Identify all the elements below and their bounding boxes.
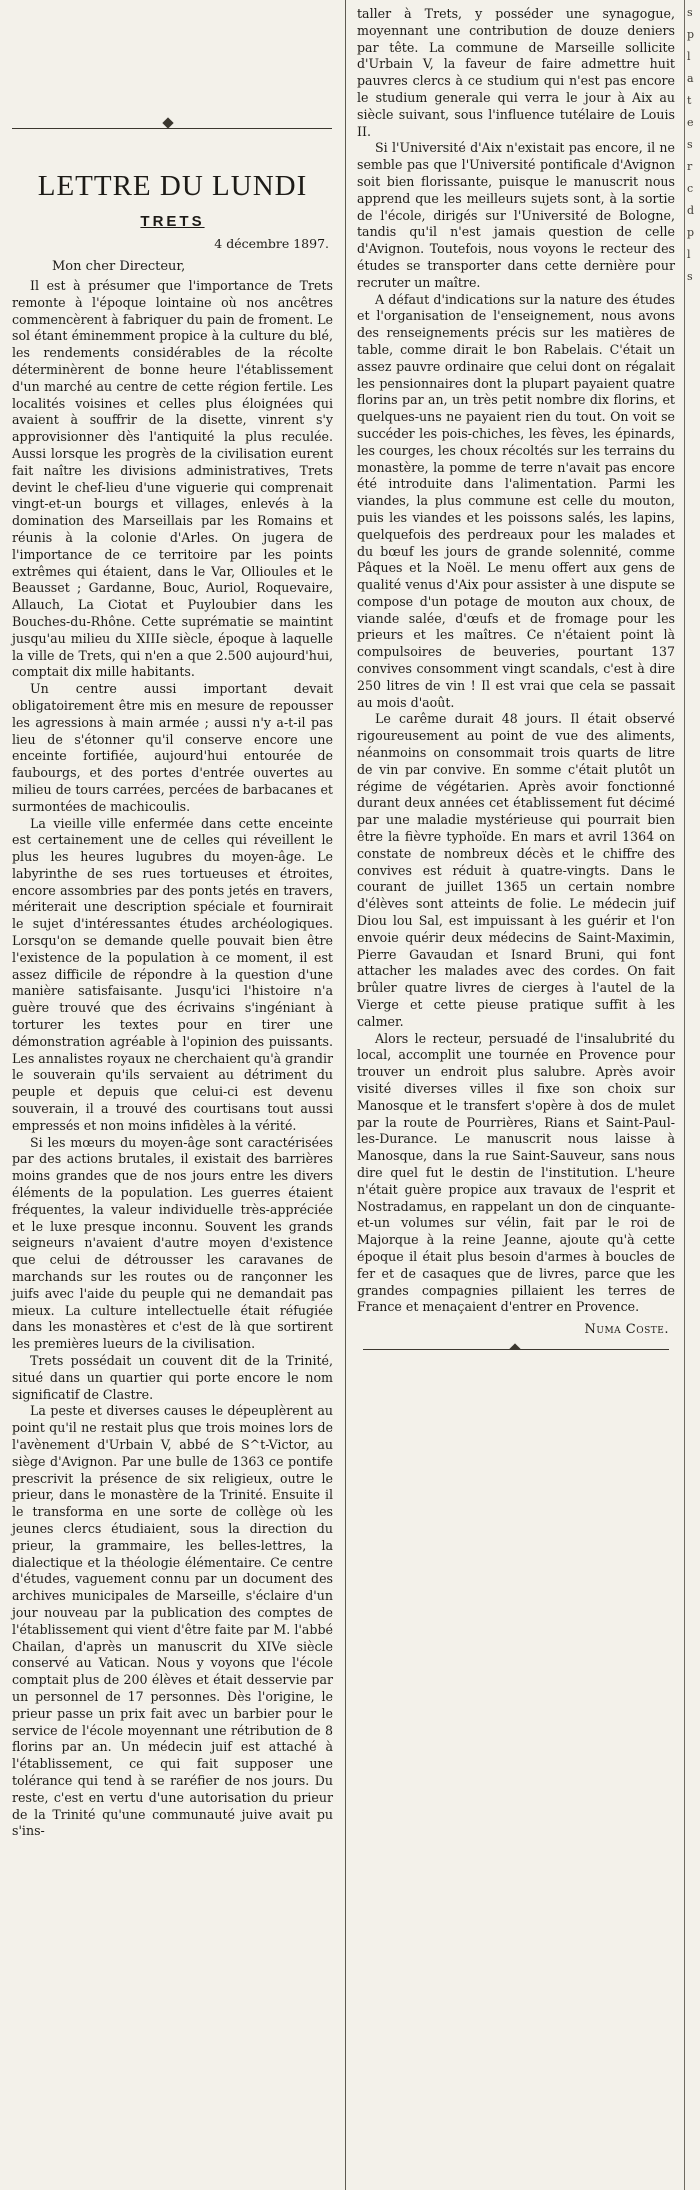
end-rule bbox=[363, 1349, 669, 1350]
paragraph: Il est à présumer que l'importance de Trets remonte à l'époque lointaine où nos ancêtres commencèrent à fabriquer du pain de froment. Le sol étant éminemment propice à la culture du blé, les rendements considérables de la récolte déterminèrent de bonne heure l'établissement d'un marché au centre de cette région fertile. Les localités voisines et celles plus éloignées qui avaient à souffrir de la disette, vinrent s'y approvisionner dès l'antiquité la plus reculée. Aussi lorsque les progrès de la civilisation eurent fait naître les divisions administratives, Trets devint le chef-lieu d'une viguerie qui comprenait vingt-et-un bourgs et villages, enlevés à la domination des Marseillais par les Romains et réunis à la colonie d'Arles. On jugera de l'importance de ce territoire par les points extrêmes qui étaient, dans le Var, Ollioules et le Beausset ; Gardanne, Bouc, Auriol, Roquevaire, Allauch, La Ciotat et Puyloubier dans les Bouches-du-Rhône. Cette suprématie se maintint jusqu'au milieu du XIIIe siècle, époque à laquelle la ville de Trets, qui n'en a que 2.500 aujourd'hui, comptait dix mille habitants. bbox=[12, 278, 333, 680]
edge-fragment: l bbox=[687, 248, 691, 261]
article-subhead: TRETS bbox=[140, 213, 205, 230]
edge-fragment: s bbox=[687, 6, 693, 19]
paragraph: Si l'Université d'Aix n'existait pas encore, il ne semble pas que l'Université pontificale d'Avignon soit bien florissante, puisque le manuscrit nous apprend que les meilleurs sujets sont, à la sortie de l'école, dirigés sur l'Université de Bologne, tandis qu'il n'est jamais question de celle d'Avignon. Toutefois, nous voyons le recteur des études se transporter dans cette dernière pour recruter un maître. bbox=[357, 140, 675, 290]
paragraph: La peste et diverses causes le dépeuplèrent au point qu'il ne restait plus que trois moines lors de l'avènement d'Urbain V, abbé de S^t-Victor, au siège d'Avignon. Par une bulle de 1363 ce pontife prescrivit la présence de six religieux, outre le prieur, dans le monastère de la Trinité. Ensuite il le transforma en une sorte de collège où les jeunes clercs étudiaient, sous la direction du prieur, la grammaire, les belles-lettres, la dialectique et la théologie élémentaire. Ce centre d'études, vaguement connu par un document des archives municipales de Marseille, s'éclaire d'un jour nouveau par la publication des comptes de l'établissement qui vient d'être faite par M. l'abbé Chailan, d'après un manuscrit du XIVe siècle conservé au Vatican. Nous y voyons que l'école comptait plus de 200 élèves et était desservie par un personnel de 17 personnes. Dès l'origine, le prieur passe un prix fait avec un barbier pour le service de l'école moyennant une rétribution de 8 florins par an. Un médecin juif est attaché à l'établissement, ce qui fait supposer une tolérance qui tend à se raréfier de nos jours. Du reste, c'est en vertu d'une autorisation du prieur de la Trinité qu'une communauté juive avait pu s'ins- bbox=[12, 1403, 333, 1839]
paragraph: Alors le recteur, persuadé de l'insalubrité du local, accomplit une tournée en Provence pour trouver un endroit plus salubre. Après avoir visité diverses villes il fixe son choix sur Manosque et le transfert s'opère à dos de mulet par la route de Pourrières, Rians et Saint-Paul-les-Durance. Le manuscrit nous laisse à Manosque, dans la rue Saint-Sauveur, sans nous dire quel fut le destin de l'institution. L'heure n'était guère propice aux travaux de l'esprit et Nostradamus, en rappelant un don de cinquante-et-un volumes sur vélin, fait par le roi de Majorque à la reine Jeanne, ajoute qu'à cette époque il était plus besoin d'armes à boucles de fer et de casaques que de livres, parce que les grandes compagnies pillaient les terres de France et menaçaient d'entrer en Provence. bbox=[357, 1030, 675, 1315]
paragraph: Le carême durait 48 jours. Il était observé rigoureusement au point de vue des aliments, néanmoins on consommait trois quarts de litre de vin par convive. En somme c'était plutôt un régime de végétarien. Après avoir fonctionné durant deux années cet établissement fut décimé par une maladie mystérieuse qui pourrait bien être la fièvre typhoïde. En mars et avril 1364 on constate de nombreux décès et le chiffre des convives est réduit à quatre-vingts. Dans le courant de juillet 1365 un certain nombre d'élèves sont atteints de folie. Le médecin juif Diou lou Sal, est impuissant à les guérir et l'on envoie quérir deux médecins de Saint-Maximin, Pierre Gavaudan et Isnard Bruni, qui font attacher les malades avec des cordes. On fait brûler quatre livres de cierges à l'autel de la Vierge et cette pieuse pratique suffit à les calmer. bbox=[357, 711, 675, 1029]
edge-fragment: c bbox=[687, 182, 694, 195]
edge-fragment: s bbox=[687, 138, 693, 151]
edge-fragment: s bbox=[687, 270, 693, 283]
column-divider bbox=[345, 0, 346, 2190]
edge-fragment: e bbox=[687, 116, 694, 129]
left-column bbox=[0, 0, 343, 1840]
paragraph-continuation: taller à Trets, y posséder une synagogue, moyennant une contribution de douze deniers par tête. La commune de Marseille sollicite d'Urbain V, la faveur de faire admettre huit pauvres clercs à ce studium qui n'est pas encore le studium generale qui verra le jour à Aix au siècle suivant, sous l'influence tutélaire de Louis II. bbox=[357, 6, 675, 139]
paragraph: Trets possédait un couvent dit de la Trinité, situé dans un quartier qui porte encore le nom significatif de Clastre. bbox=[12, 1353, 333, 1402]
edge-fragment: d bbox=[687, 204, 695, 217]
header-rule bbox=[12, 128, 332, 129]
edge-fragment: r bbox=[687, 160, 693, 173]
end-ornament bbox=[509, 1343, 520, 1350]
salutation: Mon cher Directeur, bbox=[52, 259, 186, 274]
edge-fragment: t bbox=[687, 94, 692, 107]
edge-fragment: l bbox=[687, 50, 691, 63]
paragraph: Un centre aussi important devait obligatoirement être mis en mesure de repousser les agressions à main armée ; aussi n'y a-t-il pas lieu de s'étonner qu'il conserve encore une enceinte fortifiée, aujourd'hui entourée de faubourgs, et des portes d'entrée ouvertes au milieu de tours carrées, percées de barbacanes et surmontées de machicoulis. bbox=[12, 681, 333, 814]
article-headline: LETTRE DU LUNDI bbox=[37, 170, 308, 202]
paragraph: Si les mœurs du moyen-âge sont caractérisées par des actions brutales, il existait des barrières moins grandes que de nos jours entre les divers éléments de la population. Les guerres étaient fréquentes, la valeur individuelle très-appréciée et le luxe presque inconnu. Souvent les grands seigneurs n'avaient d'autre moyen d'existence que celui de détrousser les caravanes de marchands sur les routes ou de rançonner les juifs avec l'aide du peuple qui ne demandait pas mieux. La culture intellectuelle était réfugiée dans les monastères et c'est de là que sortirent les premières lueurs de la civilisation. bbox=[12, 1134, 333, 1352]
edge-fragment: p bbox=[687, 28, 695, 41]
edge-fragment: p bbox=[687, 226, 695, 239]
paragraph: A défaut d'indications sur la nature des études et l'organisation de l'enseignement, nous avons des renseignements précis sur les matières de table, comme dirait le bon Rabelais. C'était un assez pauvre ordinaire que celui dont on régalait les pensionnaires dont la plupart payaient quatre florins par an, un très petit nombre dix florins, et quelques-uns ne payaient rien du tout. On voit se succéder les pois-chiches, les fèves, les épinards, les courges, les choux récoltés sur les terrains du monastère, la pomme de terre n'avait pas encore été introduite dans l'alimentation. Parmi les viandes, la plus commune est celle du mouton, puis les viandes et les poissons salés, les lapins, quelquefois des perdreaux pour les malades et du bœuf les jours de grande solennité, comme Pâques et la Noël. Le menu offert aux gens de qualité venus d'Aix pour assister à une dispute se compose d'un potage de mouton aux choux, de viande salée, d'œufs et de fromage pour les prieurs et les maîtres. Ce n'étaient point là compulsoires de beuveries, pourtant 137 convives consomment vingt scandals, c'est à dire 250 litres de vin ! Il est vrai que cela se passait au mois d'août. bbox=[357, 291, 675, 710]
cropped-next-column bbox=[684, 0, 700, 2190]
edge-fragment: a bbox=[687, 72, 694, 85]
author-signature: Numa Coste. bbox=[584, 1322, 669, 1338]
dateline: 4 décembre 1897. bbox=[214, 236, 329, 251]
header-ornament bbox=[162, 117, 173, 128]
paragraph: La vieille ville enfermée dans cette enceinte est certainement une de celles qui réveillent le plus les heures lugubres du moyen-âge. Le labyrinthe de ses rues tortueuses et étroites, encore assombries par des ponts jetés en travers, mériterait une description spéciale et fournirait le sujet d'intéressantes études archéologiques. Lorsqu'on se demande quelle pouvait bien être l'existence de la population à ce moment, il est assez difficile de répondre à la question d'une manière satisfaisante. Jusqu'ici l'histoire n'a guère trouvé que des écrivains s'ingéniant à torturer les textes pour en tirer une démonstration agréable à l'opinion des puissants. Les annalistes royaux ne cherchaient qu'à grandir le souverain qu'ils servaient au détriment du peuple et depuis que celui-ci est devenu souverain, il a trouvé des courtisans tout aussi empressés et non moins infidèles à la vérité. bbox=[12, 815, 333, 1133]
right-column bbox=[347, 0, 681, 1350]
